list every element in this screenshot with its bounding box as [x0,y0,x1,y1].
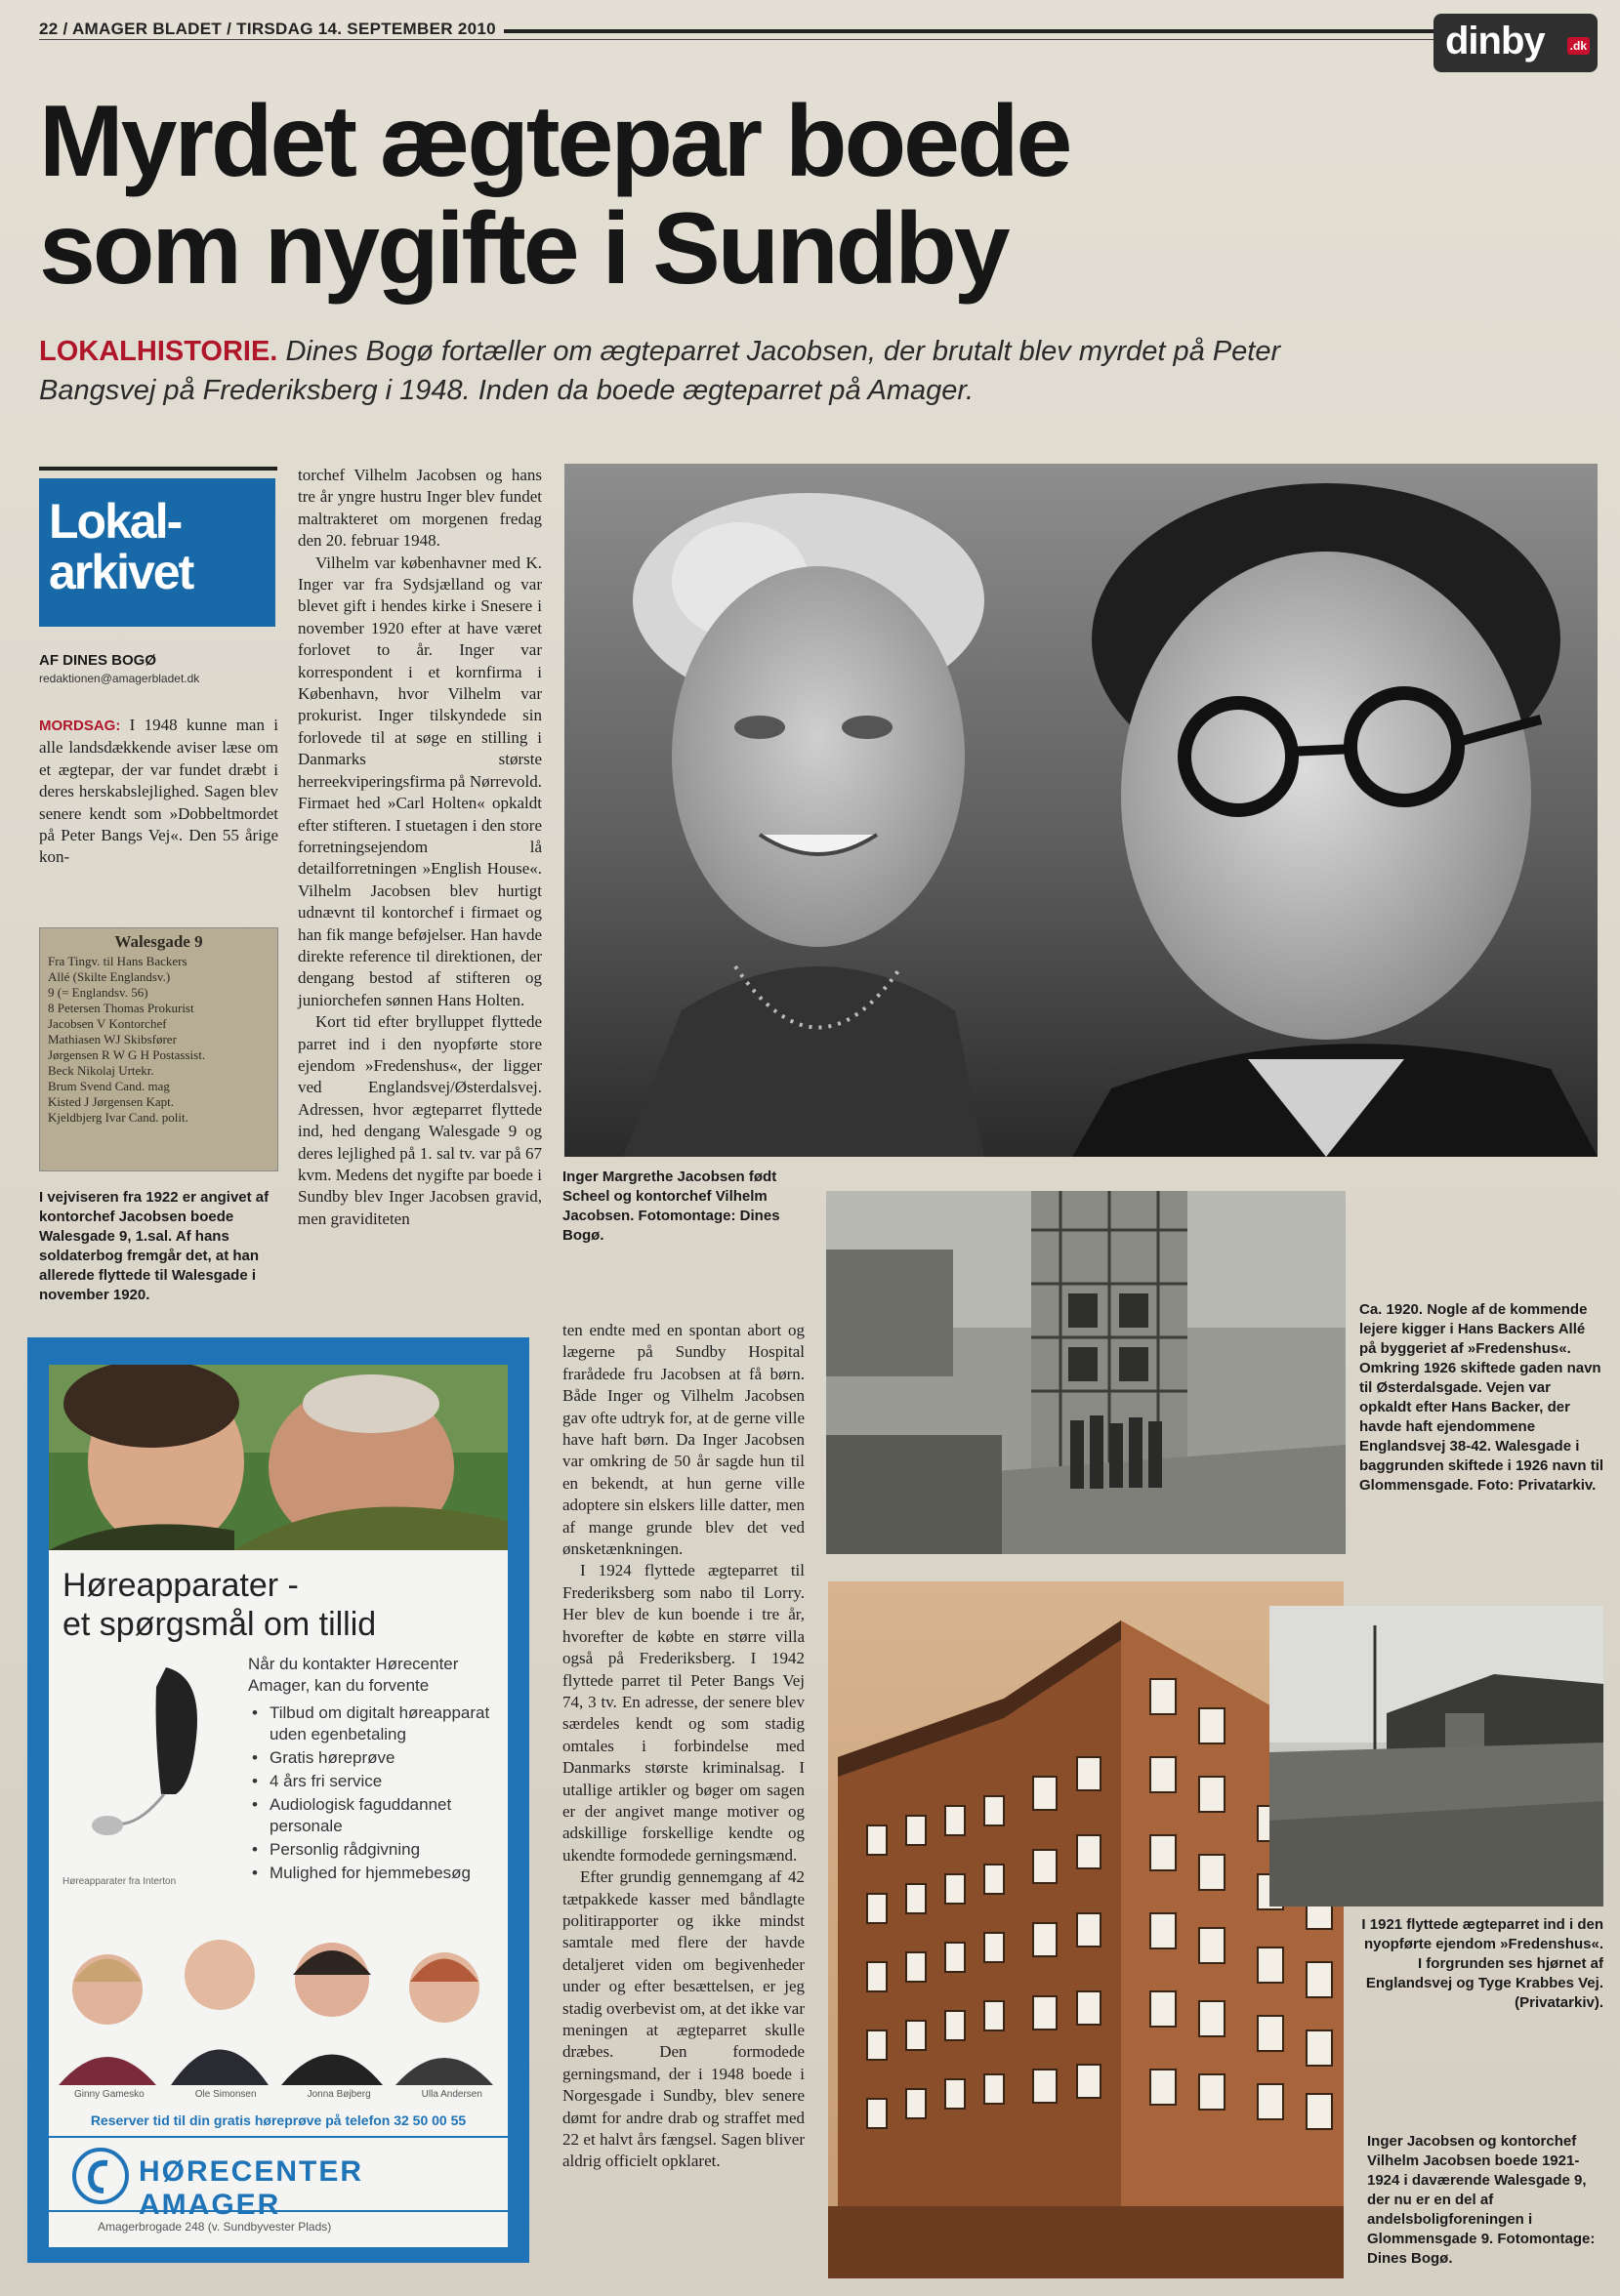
clipping-line: Jørgensen R W G H Postassist. [48,1047,206,1062]
ad-benefit-item: • Personlig rådgivning [248,1839,502,1861]
field-photo [1269,1606,1603,1906]
dinby-logo-text: dinby [1445,20,1545,62]
ad-staff-name: Ulla Andersen [421,2089,482,2100]
section-logo [39,478,275,627]
construction-caption: Ca. 1920. Nogle af de kommende lejere kigger i Hans Backers Allé på byggeriet af »Fredenshus«. Omkring 1926 skiftede gaden navn til Østerdalsgade. Vejen var opkaldt efter Hans Backer, der havde haft ejendommene Englandsvej 38-42. Walesgade i baggrunden skiftede i 1926 navn til Glommensgade. Foto: Privatarkiv. [1359,1301,1604,1494]
deck-text: Dines Bogø fortæller om ægteparret Jacobsen, der brutalt blev myrdet på Peter Bangsvej på Frederiksberg i 1948. Inden da boede ægteparret på Amager. [39,336,1281,406]
clipping-line: Jacobsen V Kontorchef [48,1016,167,1031]
construction-photo [826,1191,1346,1554]
ad-call-to-action[interactable]: Reserver tid til din gratis høreprøve på telefon 32 50 00 55 [90,2112,467,2128]
ad-benefits-list [248,1702,502,1886]
clipping-line: 8 Petersen Thomas Prokurist [48,1001,194,1015]
building-photo-svg [828,1581,1344,2278]
clipping-line: Mathiasen WJ Skibsfører [48,1032,177,1046]
folio [39,20,1426,41]
clipping-line: 9 (= Englandsv. 56) [48,985,148,1000]
col1-text: I 1948 kunne man i alle landsdækkende aviser læse om et ægtepar, der var fundet dræbt i deres herskabslejlighed. Sagen blev senere kendt som »Dobbeltmordet på Peter Bangs Vej«. Den 55 årige kon- [39,716,278,867]
headline-line-1: Myrdet ægtepar boede [39,85,1070,198]
col1-kicker: MORDSAG: [39,718,121,734]
col1-paragraph [39,715,278,869]
clipping-line: Fra Tingv. til Hans Backers [48,954,187,968]
portrait-caption: Inger Margrethe Jacobsen født Scheel og kontorchef Vilhelm Jacobsen. Fotomontage: Dines Bogø. [562,1168,780,1244]
ad-title-line-2: et spørgsmål om tillid [62,1606,377,1643]
clipping-line: Beck Nikolaj Urtekr. [48,1063,154,1078]
section-logo-line-1: Lokal- [49,494,182,549]
ad-brand-block[interactable] [49,2136,508,2221]
ad-staff-names [49,2089,508,2100]
ad-title [62,1566,376,1644]
section-logo-line-2: arkivet [49,545,193,599]
ad-device-caption: Høreapparater fra Interton [62,1876,177,1887]
ad-couple-photo-svg [49,1365,508,1550]
headline-line-2: som nygifte i Sundby [39,192,1008,306]
col2-paragraph-2: Vilhelm var københavner med K. Inger var fra Sydsjælland og var blevet gift i hendes kirke i Snesere i november 1920 efter at have været forlovet to år. Inger var korrespondent i et kornfirma i København, hvor Vilhelm var prokurist. Inger tilskyndede sin forlovede til at søge en stilling i Danmarks største herreekviperingsfirma på Nørrevold. Firmaet hed »Carl Holten« opkaldt efter stifteren. I stuetagen i den store forretningsejendom lå detailforretningen »English House«. Vilhelm Jacobsen blev hurtigt udnævnt til kontorchef i firmaet og han fik mange beføjelser. Han havde direkte reference til direktionen, der dengang bestod af stifteren og juniorchefen sønnen Hans Holten. [298,553,542,1009]
body-column-2 [298,465,542,1230]
deck-kicker: LOKALHISTORIE. [39,336,278,367]
clipping-title: Walesgade 9 [114,932,203,951]
ad-staff-name: Ole Simonsen [194,2089,257,2100]
ad-benefit-item: • Gratis høreprøve [248,1747,502,1769]
body-column-3 [562,1320,805,2173]
hearing-aid-ad[interactable] [27,1337,529,2263]
col3-paragraph-2: I 1924 flyttede ægteparret til Frederiksberg som nabo til Lorry. Her blev de kun boende i tre år, hvorefter de købte en større villa også på Frederiksberg. I 1942 flyttede parret til Peter Bangs Vej 74, 3 tv. En adresse, der senere blev særdeles kendt og som stadig omtales i forbindelse med Danmarks største kriminalsag. I utallige artikler og bøger om sagen er der angivet mange motiver og adskillige forskellige kendte og ukendte formodede gerningsmænd. [562,1561,805,1865]
ad-intro: Når du kontakter Hørecenter Amager, kan du forvente [248,1655,459,1695]
section-logo-rule [39,467,277,471]
folio-text: 22 / AMAGER BLADET / TIRSDAG 14. SEPTEMBER 2010 [39,20,504,38]
building-photo [828,1581,1344,2278]
deck [39,332,1308,410]
ad-title-line-1: Høreapparater - [62,1567,299,1604]
construction-photo-svg [826,1191,1346,1554]
ad-couple-photo [49,1365,508,1550]
clipping-caption: I vejviseren fra 1922 er angivet af kontorchef Jacobsen boede Walesgade 9, 1.sal. Af hans soldaterbog fremgår det, at han allerede flyttede til Walesgade i november 1920. [39,1189,270,1303]
portrait-photo-svg [564,464,1598,1157]
ad-address: Amagerbrogade 248 (v. Sundbyvester Plads) [98,2220,332,2234]
field-caption: I 1921 flyttede ægteparret ind i den nyopførte ejendom »Fredenshus«. I forgrunden ses hjørnet af Englandsvej og Tyge Krabbes Vej. (Privatarkiv). [1361,1916,1603,2011]
ad-panel [49,1365,508,2247]
ad-staff-name: Jonna Bøjberg [307,2089,371,2100]
clipping-line: Kjeldbjerg Ivar Cand. polit. [48,1110,188,1125]
col2-paragraph-3: Kort tid efter brylluppet flyttede parret ind i den nyopførte store ejendom »Fredenshus«, der ligger ved Englandsvej/Østerdalsvej. Adressen, hvor ægteparret flyttede ind, hed dengang Walesgade 9 og deres lejlighed på 1. sal tv. var på 67 kvm. Medens det nygifte par boede i Sundby blev Inger Jacobsen gravid, men graviditeten [298,1012,542,1228]
clipping-line: Brum Svend Cand. mag [48,1079,170,1093]
dinby-logo[interactable] [1433,14,1598,72]
clipping-line: Allé (Skilte Englandsv.) [48,969,171,984]
headline [39,85,1211,306]
body-column-1 [39,715,278,869]
hearing-aid-icon [78,1658,225,1863]
col3-paragraph-1: ten endte med en spontan abort og lægerne på Sundby Hospital frarådede fru Jacobsen at få børn. Både Inger og Vilhelm Jacobsen gav ofte udtryk for, at de gerne ville have haft børn. Da Inger Jacobsen var omkring de 50 år sagde hun til en bekendt, at hun gerne ville adoptere sin elskers lille datter, men af mange grunde blev det ved ønsketænkningen. [562,1321,805,1559]
building-caption: Inger Jacobsen og kontorchef Vilhelm Jacobsen boede 1921-1924 i daværende Walesgade 9, der nu er en del af andelsboligforeningen i Glommensgade 9. Fotomontage: Dines Bogø. [1367,2133,1596,2267]
ad-brand-name: HØRECENTER AMAGER [139,2155,364,2221]
col2-paragraph-1: torchef Vilhelm Jacobsen og hans tre år yngre hustru Inger blev fundet maltrakteret om morgenen fredag den 20. februar 1948. [298,466,542,551]
ad-staff-photo-svg [49,1921,508,2085]
byline: AF DINES BOGØ [39,652,157,669]
ear-logo-icon [72,2148,129,2204]
ad-benefit-item: • 4 års fri service [248,1771,502,1792]
field-photo-svg [1269,1606,1603,1906]
ad-benefit-item: • Mulighed for hjemmebesøg [248,1863,502,1884]
ad-benefit-item: • Tilbud om digitalt høreapparat uden egenbetaling [248,1702,502,1745]
ad-staff-name: Ginny Gamesko [74,2089,145,2100]
dinby-logo-suffix: .dk [1567,37,1590,55]
byline-email[interactable]: redaktionen@amagerbladet.dk [39,672,200,685]
clipping-line: Kisted J Jørgensen Kapt. [48,1094,175,1109]
col3-paragraph-3: Efter grundig gennemgang af 42 tætpakkede kasser med båndlagte politirapporter og ikke mindst samtale med flere der havde detaljeret viden om begivenheder under og efter besættelsen, er jeg stadig overbevist om, at det ikke var meningen at ægteparret skulle dræbes. Den formodede gerningsmand, der i 1948 boede i Norgesgade i Sundby, blev senere dømt for andre drab og straffet med 22 et halvt års fængsel. Sagen bliver aldrig officielt opklaret. [562,1867,805,2171]
ad-staff-photo [49,1921,508,2085]
directory-clipping [39,927,278,1171]
portrait-photo [564,464,1598,1157]
ad-benefit-item: • Audiologisk faguddannet personale [248,1794,502,1837]
